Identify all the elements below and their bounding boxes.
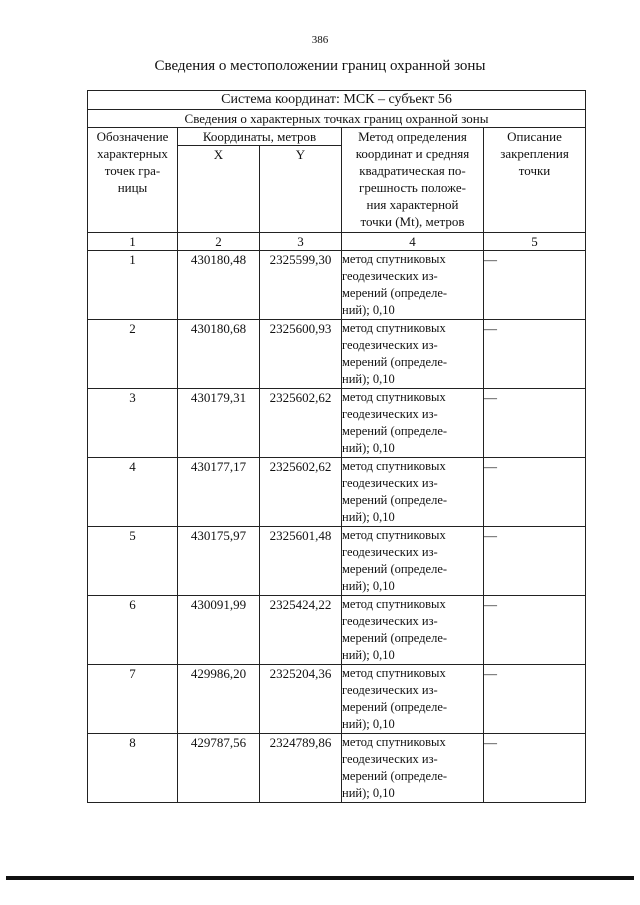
x-header: X: [178, 146, 260, 233]
method-line: ний); 0,10: [342, 579, 395, 593]
method-line: ний); 0,10: [342, 648, 395, 662]
header-line: грешность положе-: [359, 180, 466, 195]
method-line: метод спутниковых: [342, 528, 446, 542]
points-header-row: [88, 110, 586, 128]
method-line: метод спутниковых: [342, 735, 446, 749]
coordinate-system-header: Система координат: МСК – субъект 56: [88, 91, 586, 110]
header-line: характерных: [97, 146, 168, 161]
y-coordinate-cell: 2325600,93: [260, 320, 342, 389]
x-coordinate-cell: 430180,48: [178, 251, 260, 320]
point-number-cell: 4: [88, 458, 178, 527]
header-line: Обозначение: [96, 129, 169, 144]
coordinates-header: Координаты, метров: [178, 128, 342, 146]
table-row: [88, 665, 586, 734]
method-line: мерений (определе-: [342, 631, 448, 645]
method-cell: [342, 458, 484, 527]
header-line: точки (Mt), метров: [360, 214, 465, 229]
point-number-cell: 5: [88, 527, 178, 596]
method-line: метод спутниковых: [342, 390, 446, 404]
method-line: геодезических из-: [342, 545, 438, 559]
method-line: ний); 0,10: [342, 786, 395, 800]
method-line: мерений (определе-: [342, 700, 448, 714]
point-number-cell: 7: [88, 665, 178, 734]
header-line: ния характерной: [366, 197, 459, 212]
x-coordinate-cell: 430091,99: [178, 596, 260, 665]
point-number-cell: 1: [88, 251, 178, 320]
column-number: 5: [484, 233, 586, 251]
method-line: мерений (определе-: [342, 769, 448, 783]
y-coordinate-cell: 2325602,62: [260, 389, 342, 458]
table-row: [88, 251, 586, 320]
method-line: мерений (определе-: [342, 493, 448, 507]
x-coordinate-cell: 430177,17: [178, 458, 260, 527]
boundary-points-table: [87, 90, 586, 803]
method-cell: [342, 596, 484, 665]
header-line: Метод определения: [358, 129, 467, 144]
point-number-cell: 8: [88, 734, 178, 803]
point-number-cell: 2: [88, 320, 178, 389]
y-coordinate-cell: 2325204,36: [260, 665, 342, 734]
fixing-description-cell: —: [484, 251, 586, 320]
method-line: мерений (определе-: [342, 355, 448, 369]
method-line: метод спутниковых: [342, 459, 446, 473]
fixing-description-cell: —: [484, 389, 586, 458]
method-line: ний); 0,10: [342, 441, 395, 455]
table-row: [88, 458, 586, 527]
method-cell: [342, 665, 484, 734]
header-line: закрепления: [500, 146, 569, 161]
header-line: ницы: [117, 180, 148, 195]
y-header: Y: [260, 146, 342, 233]
point-number-cell: 6: [88, 596, 178, 665]
table-row: [88, 320, 586, 389]
method-line: геодезических из-: [342, 614, 438, 628]
fixing-description-cell: —: [484, 320, 586, 389]
method-header: [342, 128, 484, 233]
fixing-description-cell: —: [484, 458, 586, 527]
header-line: точки: [518, 163, 551, 178]
method-line: мерений (определе-: [342, 562, 448, 576]
method-cell: [342, 389, 484, 458]
method-line: ний); 0,10: [342, 510, 395, 524]
x-coordinate-cell: 429787,56: [178, 734, 260, 803]
point-number-cell: 3: [88, 389, 178, 458]
method-line: метод спутниковых: [342, 666, 446, 680]
table-row: [88, 734, 586, 803]
page-number: 386: [311, 34, 329, 46]
y-coordinate-cell: 2325601,48: [260, 527, 342, 596]
x-coordinate-cell: 429986,20: [178, 665, 260, 734]
points-section-header: Сведения о характерных точках границ охранной зоны: [88, 110, 586, 128]
fixing-description-header: [484, 128, 586, 233]
method-line: мерений (определе-: [342, 424, 448, 438]
header-line: Описание: [507, 129, 562, 144]
y-coordinate-cell: 2325424,22: [260, 596, 342, 665]
table-row: [88, 389, 586, 458]
y-coordinate-cell: 2324789,86: [260, 734, 342, 803]
column-number: 4: [342, 233, 484, 251]
method-line: геодезических из-: [342, 752, 438, 766]
column-number: 1: [88, 233, 178, 251]
fixing-description-cell: —: [484, 734, 586, 803]
method-line: геодезических из-: [342, 269, 438, 283]
table-row: [88, 527, 586, 596]
header-line: точек гра-: [104, 163, 161, 178]
column-header-row: [88, 128, 586, 146]
column-number: 3: [260, 233, 342, 251]
y-coordinate-cell: 2325599,30: [260, 251, 342, 320]
method-cell: [342, 527, 484, 596]
method-line: ний); 0,10: [342, 372, 395, 386]
bottom-rule: [6, 876, 634, 880]
x-coordinate-cell: 430175,97: [178, 527, 260, 596]
page-title: Сведения о местоположении границ охранной зоны: [154, 58, 486, 74]
point-designation-header: [88, 128, 178, 233]
coordinate-system-row: [88, 91, 586, 110]
method-cell: [342, 251, 484, 320]
fixing-description-cell: —: [484, 596, 586, 665]
method-line: геодезических из-: [342, 683, 438, 697]
method-line: геодезических из-: [342, 338, 438, 352]
method-cell: [342, 320, 484, 389]
method-line: геодезических из-: [342, 407, 438, 421]
method-line: метод спутниковых: [342, 252, 446, 266]
fixing-description-cell: —: [484, 665, 586, 734]
table-row: [88, 596, 586, 665]
method-cell: [342, 734, 484, 803]
method-line: метод спутниковых: [342, 597, 446, 611]
method-line: геодезических из-: [342, 476, 438, 490]
method-line: метод спутниковых: [342, 321, 446, 335]
x-coordinate-cell: 430180,68: [178, 320, 260, 389]
x-coordinate-cell: 430179,31: [178, 389, 260, 458]
fixing-description-cell: —: [484, 527, 586, 596]
y-coordinate-cell: 2325602,62: [260, 458, 342, 527]
header-line: квадратическая по-: [359, 163, 466, 178]
method-line: ний); 0,10: [342, 303, 395, 317]
method-line: ний); 0,10: [342, 717, 395, 731]
column-number: 2: [178, 233, 260, 251]
column-number-row: [88, 233, 586, 251]
method-line: мерений (определе-: [342, 286, 448, 300]
header-line: координат и средняя: [355, 146, 470, 161]
